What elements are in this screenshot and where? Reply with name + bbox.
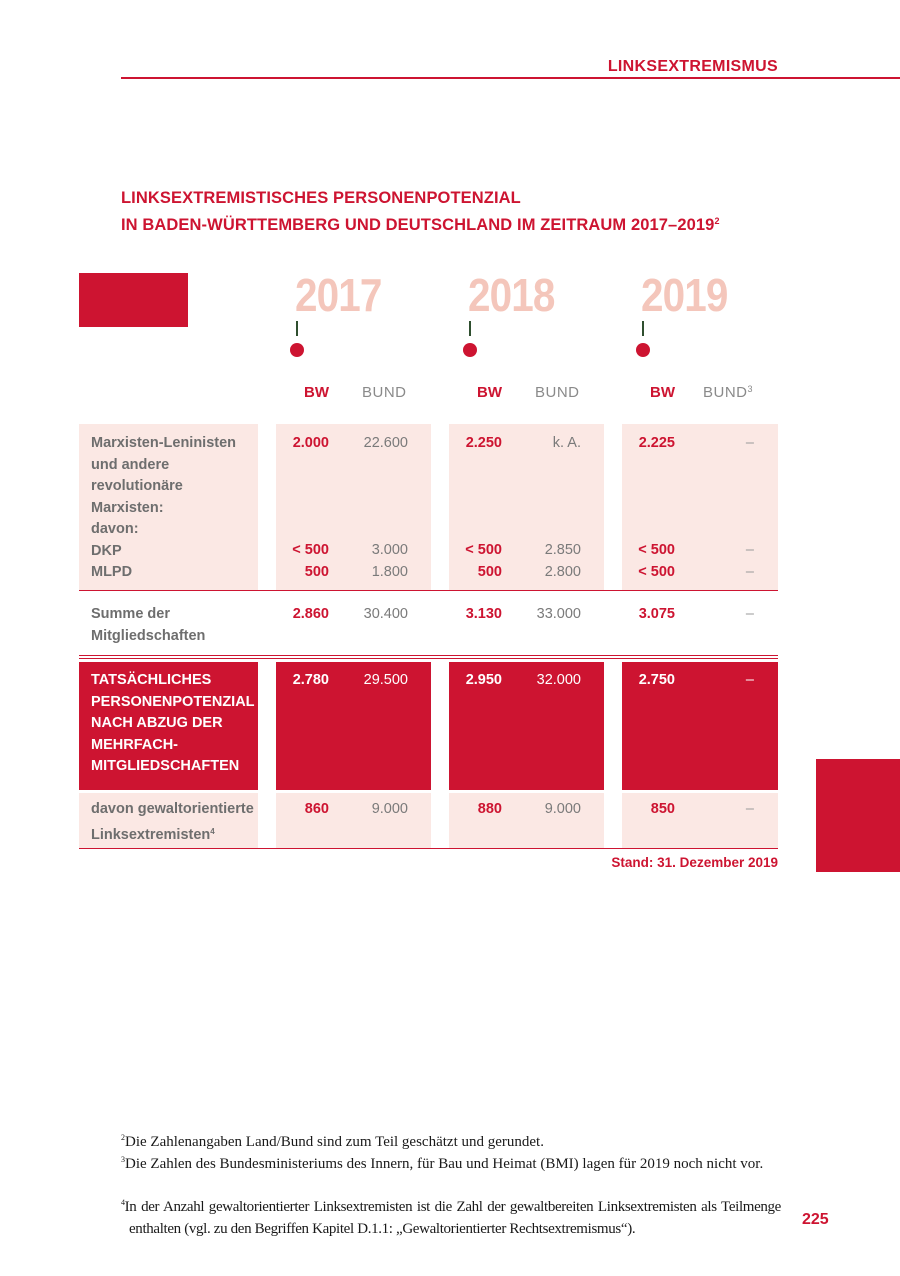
footnote-4: $^4$In der Anzahl gewaltorientierter Linksextremisten ist die Zahl der gewaltbereiten Linksextremisten als Teilmenge enthalten (vgl. zu den Begriffen Kapitel D.1.1: „Gewaltorientierter Rechtsextremismus“). [121,1198,781,1237]
cell-gewalt-bund-2019: – [745,801,754,817]
col-bw-2018: BW [477,384,502,401]
cell-mlpd-bund-2017: 1.800 [371,564,408,580]
cell-summe-bw-2019: 3.075 [638,606,675,622]
cell-dkp-bw-2017: < 500 [292,542,329,558]
year-tick-2017 [296,321,298,336]
cell-dkp-bund-2018: 2.850 [544,542,581,558]
cell-dkp-bw-2018: < 500 [465,542,502,558]
cell-ml-bund-2018: k. A. [552,435,581,451]
bund-footnote-ref: 3 [747,384,754,394]
cell-ml-bw-2017: 2.000 [292,435,329,451]
double-rule-top [79,655,778,656]
year-tick-2018 [469,321,471,336]
year-tick-2019 [642,321,644,336]
table-bottom-rule [79,848,778,849]
cell-tats-bw-2019: 2.750 [638,672,675,688]
year-dot-2018 [463,343,477,357]
table-title-line-1: LINKSEXTREMISTISCHES PERSONENPOTENZIAL [121,189,521,207]
page-number: 225 [802,1211,829,1228]
chapter-side-tab [816,759,900,872]
cell-tats-bw-2018: 2.950 [465,672,502,688]
row-label-tatsaechlich: TATSÄCHLICHES PERSONENPOTENZIAL NACH ABZUG DER MEHRFACH- MITGLIEDSCHAFTEN [91,672,255,774]
cell-ml-bw-2019: 2.225 [638,435,675,451]
title-footnote-ref: 2 [714,216,720,226]
cell-dkp-bw-2019: < 500 [638,542,675,558]
cell-summe-bund-2019: – [745,606,754,622]
cell-ml-bund-2017: 22.600 [363,435,408,451]
cell-gewalt-bund-2018: 9.000 [544,801,581,817]
cell-mlpd-bw-2019: < 500 [638,564,675,580]
cell-mlpd-bund-2018: 2.800 [544,564,581,580]
cell-mlpd-bw-2017: 500 [304,564,329,580]
footnote-3: $^3$Die Zahlen des Bundesministeriums des Innern, für Bau und Heimat (BMI) lagen für 2019 noch nicht vor. [121,1155,764,1172]
cell-gewalt-bw-2017: 860 [304,801,329,817]
cell-summe-bw-2017: 2.860 [292,606,329,622]
row-label-mlpd: MLPD [91,564,133,580]
year-dot-2019 [636,343,650,357]
year-2019: 2019 [641,269,728,321]
rule-after-mlpd [79,590,778,591]
cell-tats-bund-2019: – [745,672,754,688]
cell-tats-bund-2017: 29.500 [363,672,408,688]
header-rule [121,77,900,79]
row-label-summe: Summe der Mitgliedschaften [91,606,206,644]
year-2018: 2018 [468,269,555,321]
col-bund-2017: BUND [362,384,407,401]
col-bw-2017: BW [304,384,329,401]
cell-ml-bw-2018: 2.250 [465,435,502,451]
cell-summe-bw-2018: 3.130 [465,606,502,622]
col-bund-2018: BUND [535,384,580,401]
row-label-dkp: DKP [91,542,122,559]
cell-tats-bw-2017: 2.780 [292,672,329,688]
col-bw-2019: BW [650,384,675,401]
row-label-marxisten: Marxisten-Leninisten und andere revolutionäre Marxisten: davon: DKP MLPD [91,433,256,584]
footnote-2: $^2$Die Zahlenangaben Land/Bund sind zum Teil geschätzt und gerundet. [121,1133,544,1150]
year-2017: 2017 [295,269,382,321]
cell-gewalt-bund-2017: 9.000 [371,801,408,817]
cell-mlpd-bund-2019: – [745,564,754,580]
year-dot-2017 [290,343,304,357]
decorative-red-block [79,273,188,327]
col-bund-2019: BUND$^3$ [703,384,754,401]
table-title-line-2: IN BADEN-WÜRTTEMBERG UND DEUTSCHLAND IM ZEITRAUM 2017–2019$^2$ [121,216,720,234]
cell-gewalt-bw-2018: 880 [477,801,502,817]
running-head: LINKSEXTREMISMUS [607,58,778,75]
cell-ml-bund-2019: – [745,435,754,451]
stand-date-note: Stand: 31. Dezember 2019 [611,855,778,870]
cell-summe-bund-2018: 33.000 [536,606,581,622]
double-rule-bottom [79,658,778,659]
cell-dkp-bund-2017: 3.000 [371,542,408,558]
gewalt-footnote-ref: 4 [210,826,215,836]
cell-dkp-bund-2019: – [745,542,754,558]
cell-tats-bund-2018: 32.000 [536,672,581,688]
row-label-gewalt: davon gewaltorientierte Linksextremisten$^4$ [91,801,254,843]
cell-summe-bund-2017: 30.400 [363,606,408,622]
cell-gewalt-bw-2019: 850 [650,801,675,817]
cell-mlpd-bw-2018: 500 [477,564,502,580]
